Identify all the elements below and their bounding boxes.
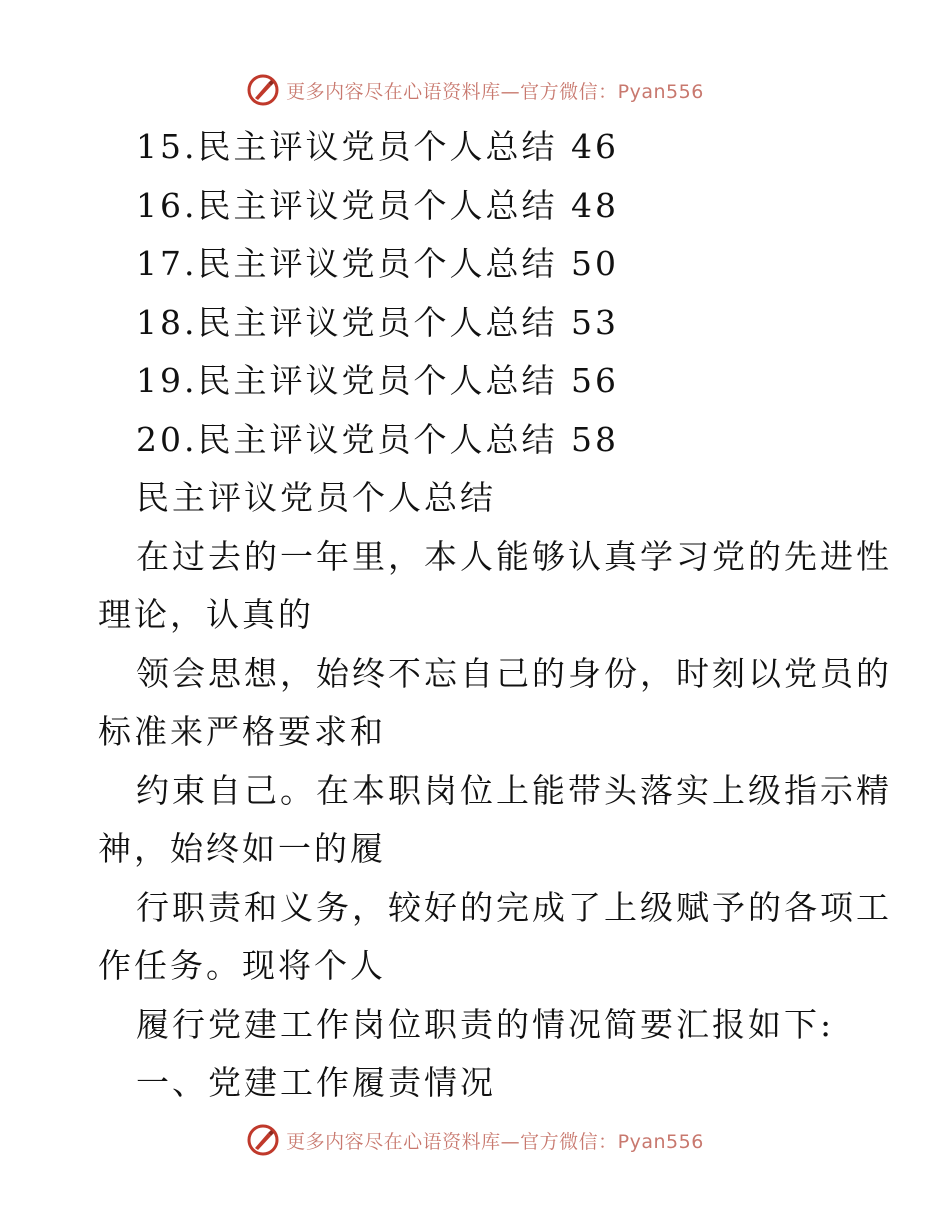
pen-logo-icon	[246, 1123, 280, 1157]
pen-logo-icon	[246, 73, 280, 107]
header-watermark	[0, 70, 950, 110]
paragraph-line: 标准来严格要求和	[98, 712, 386, 751]
section-heading: 一、党建工作履责情况	[136, 1063, 496, 1102]
toc-entry: 18.民主评议党员个人总结 53	[136, 302, 619, 342]
toc-entry: 19.民主评议党员个人总结 56	[136, 361, 619, 400]
paragraph-line: 约束自己。在本职岗位上能带头落实上级指示精	[136, 770, 892, 810]
toc-entry: 20.民主评议党员个人总结 58	[136, 419, 619, 459]
watermark-text: 更多内容尽在心语资料库—官方微信：Pyan556	[286, 1130, 704, 1153]
toc-entry: 17.民主评议党员个人总结 50	[136, 244, 619, 283]
paragraph-line: 作任务。现将个人	[98, 946, 386, 985]
watermark-text: 更多内容尽在心语资料库—官方微信：Pyan556	[286, 80, 704, 103]
paragraph-line: 理论，认真的	[98, 595, 314, 634]
paragraph-line: 神，始终如一的履	[98, 829, 386, 868]
paragraph-line: 行职责和义务，较好的完成了上级赋予的各项工	[136, 887, 892, 927]
toc-entry: 16.民主评议党员个人总结 48	[136, 185, 619, 225]
toc-entry: 15.民主评议党员个人总结 46	[136, 127, 619, 166]
document-body	[98, 118, 892, 1113]
footer-watermark	[0, 1120, 950, 1160]
paragraph-line: 在过去的一年里，本人能够认真学习党的先进性	[136, 536, 892, 576]
section-title: 民主评议党员个人总结	[136, 478, 496, 517]
paragraph-line: 领会思想，始终不忘自己的身份，时刻以党员的	[136, 653, 892, 693]
paragraph-line: 履行党建工作岗位职责的情况简要汇报如下:	[136, 1004, 835, 1044]
